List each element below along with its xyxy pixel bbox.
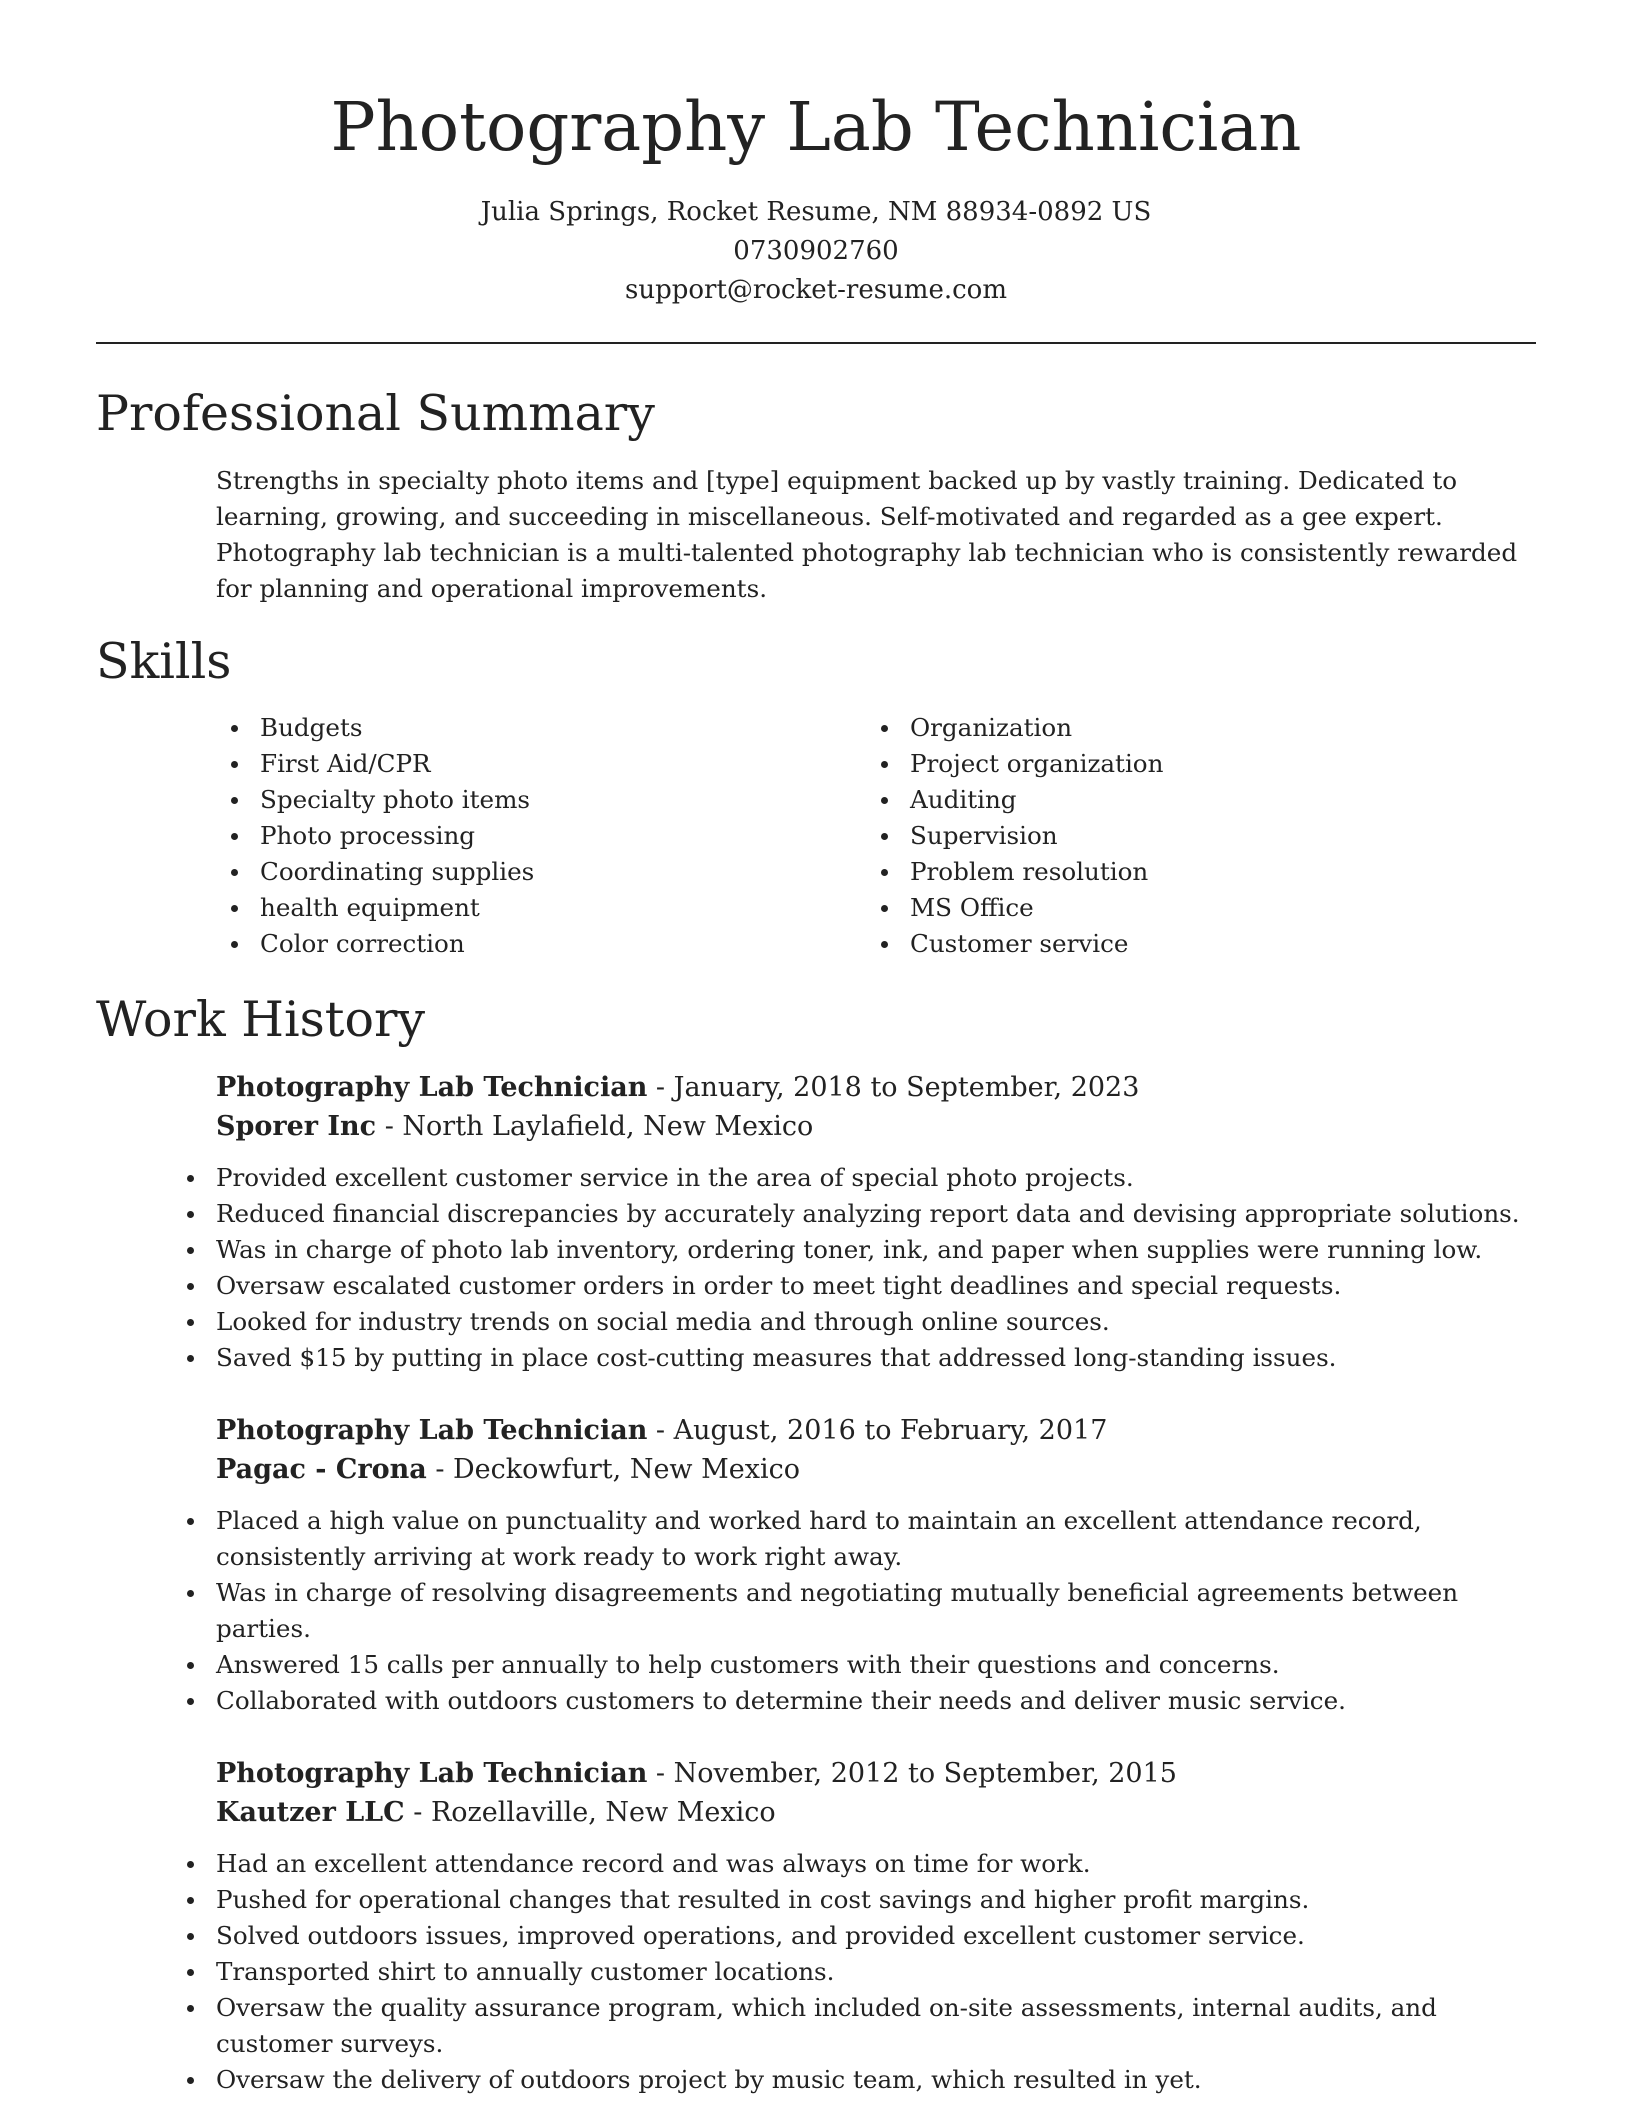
skill-item: Problem resolution <box>866 854 1163 890</box>
job-bullet: Solved outdoors issues, improved operations, and provided excellent customer service. <box>172 1918 1552 1954</box>
contact-address: Julia Springs, Rocket Resume, NM 88934-0892 US <box>480 197 1152 227</box>
skills-list-left <box>216 710 534 962</box>
job-role: Photography Lab Technician <box>216 1758 648 1789</box>
job-bullet: Was in charge of resolving disagreements and negotiating mutually beneficial agreements between parties. <box>172 1575 1552 1647</box>
job-bullet: Answered 15 calls per annually to help customers with their questions and concerns. <box>172 1647 1552 1683</box>
job-bullet: Oversaw the delivery of outdoors project by music team, which resulted in yet. <box>172 2062 1552 2098</box>
candidate-name: Photography Lab Technician <box>330 88 1302 166</box>
skill-item: Project organization <box>866 746 1163 782</box>
contact-block <box>0 193 1632 310</box>
job-bullet: Was in charge of photo lab inventory, ordering toner, ink, and paper when supplies were running low. <box>172 1232 1552 1268</box>
skill-item: Color correction <box>216 926 534 962</box>
job-bullet: Transported shirt to annually customer locations. <box>172 1954 1552 1990</box>
skill-item: Customer service <box>866 926 1163 962</box>
job-bullets <box>172 1160 1552 1376</box>
job-bullet: Saved $15 by putting in place cost-cutting measures that addressed long-standing issues. <box>172 1340 1552 1376</box>
job-entry <box>216 1754 1546 2098</box>
job-dates: - January, 2018 to September, 2023 <box>647 1072 1140 1103</box>
job-dates: - August, 2016 to February, 2017 <box>647 1415 1108 1446</box>
job-bullet: Oversaw the quality assurance program, which included on-site assessments, internal audits, and customer surveys. <box>172 1990 1552 2062</box>
job-title-line <box>216 1411 1546 1450</box>
skill-item: First Aid/CPR <box>216 746 534 782</box>
job-entry <box>216 1068 1546 1376</box>
job-title-line <box>216 1068 1546 1107</box>
job-bullet: Provided excellent customer service in the area of special photo projects. <box>172 1160 1552 1196</box>
header-divider <box>96 342 1536 344</box>
job-title-line <box>216 1754 1546 1793</box>
job-company-line <box>216 1793 1546 1832</box>
job-role: Photography Lab Technician <box>216 1072 648 1103</box>
skill-item: health equipment <box>216 890 534 926</box>
job-dates: - November, 2012 to September, 2015 <box>647 1758 1177 1789</box>
contact-email: support@rocket-resume.com <box>624 275 1007 305</box>
job-location: - Deckowfurt, New Mexico <box>426 1454 800 1485</box>
job-company-line <box>216 1107 1546 1146</box>
summary-text: Strengths in specialty photo items and [type] equipment backed up by vastly training. Dedicated to learning, growing, and succeeding in miscellaneous. Self-motivated and regarded as a gee expert. Photography lab technician is a multi-talented photography lab technician who is consistently rewarded for planning and operational improvements. <box>216 466 1518 603</box>
job-role: Photography Lab Technician <box>216 1415 648 1446</box>
contact-phone: 0730902760 <box>733 236 899 266</box>
summary-heading: Professional Summary <box>96 385 655 442</box>
job-location: - Rozellaville, New Mexico <box>404 1797 776 1828</box>
job-company: Kautzer LLC <box>216 1797 405 1828</box>
job-bullets <box>172 1846 1552 2098</box>
skills-list-right <box>866 710 1163 962</box>
skill-item: Budgets <box>216 710 534 746</box>
skill-item: Photo processing <box>216 818 534 854</box>
job-bullets <box>172 1503 1552 1719</box>
job-bullet: Reduced financial discrepancies by accurately analyzing report data and devising appropriate solutions. <box>172 1196 1552 1232</box>
skills-heading: Skills <box>96 633 232 690</box>
job-bullet: Placed a high value on punctuality and worked hard to maintain an excellent attendance record, consistently arriving at work ready to work right away. <box>172 1503 1552 1575</box>
work-history-heading: Work History <box>96 991 426 1048</box>
job-company-line <box>216 1450 1546 1489</box>
job-bullet: Had an excellent attendance record and was always on time for work. <box>172 1846 1552 1882</box>
skill-item: Supervision <box>866 818 1163 854</box>
job-bullet: Looked for industry trends on social media and through online sources. <box>172 1304 1552 1340</box>
job-bullet: Oversaw escalated customer orders in order to meet tight deadlines and special requests. <box>172 1268 1552 1304</box>
job-location: - North Laylafield, New Mexico <box>376 1111 814 1142</box>
job-entry <box>216 1411 1546 1719</box>
skill-item: Specialty photo items <box>216 782 534 818</box>
skill-item: Auditing <box>866 782 1163 818</box>
job-company: Pagac - Crona <box>216 1454 427 1485</box>
skill-item: Coordinating supplies <box>216 854 534 890</box>
skill-item: Organization <box>866 710 1163 746</box>
job-bullet: Pushed for operational changes that resulted in cost savings and higher profit margins. <box>172 1882 1552 1918</box>
job-company: Sporer Inc <box>216 1111 377 1142</box>
skill-item: MS Office <box>866 890 1163 926</box>
job-bullet: Collaborated with outdoors customers to determine their needs and deliver music service. <box>172 1683 1552 1719</box>
